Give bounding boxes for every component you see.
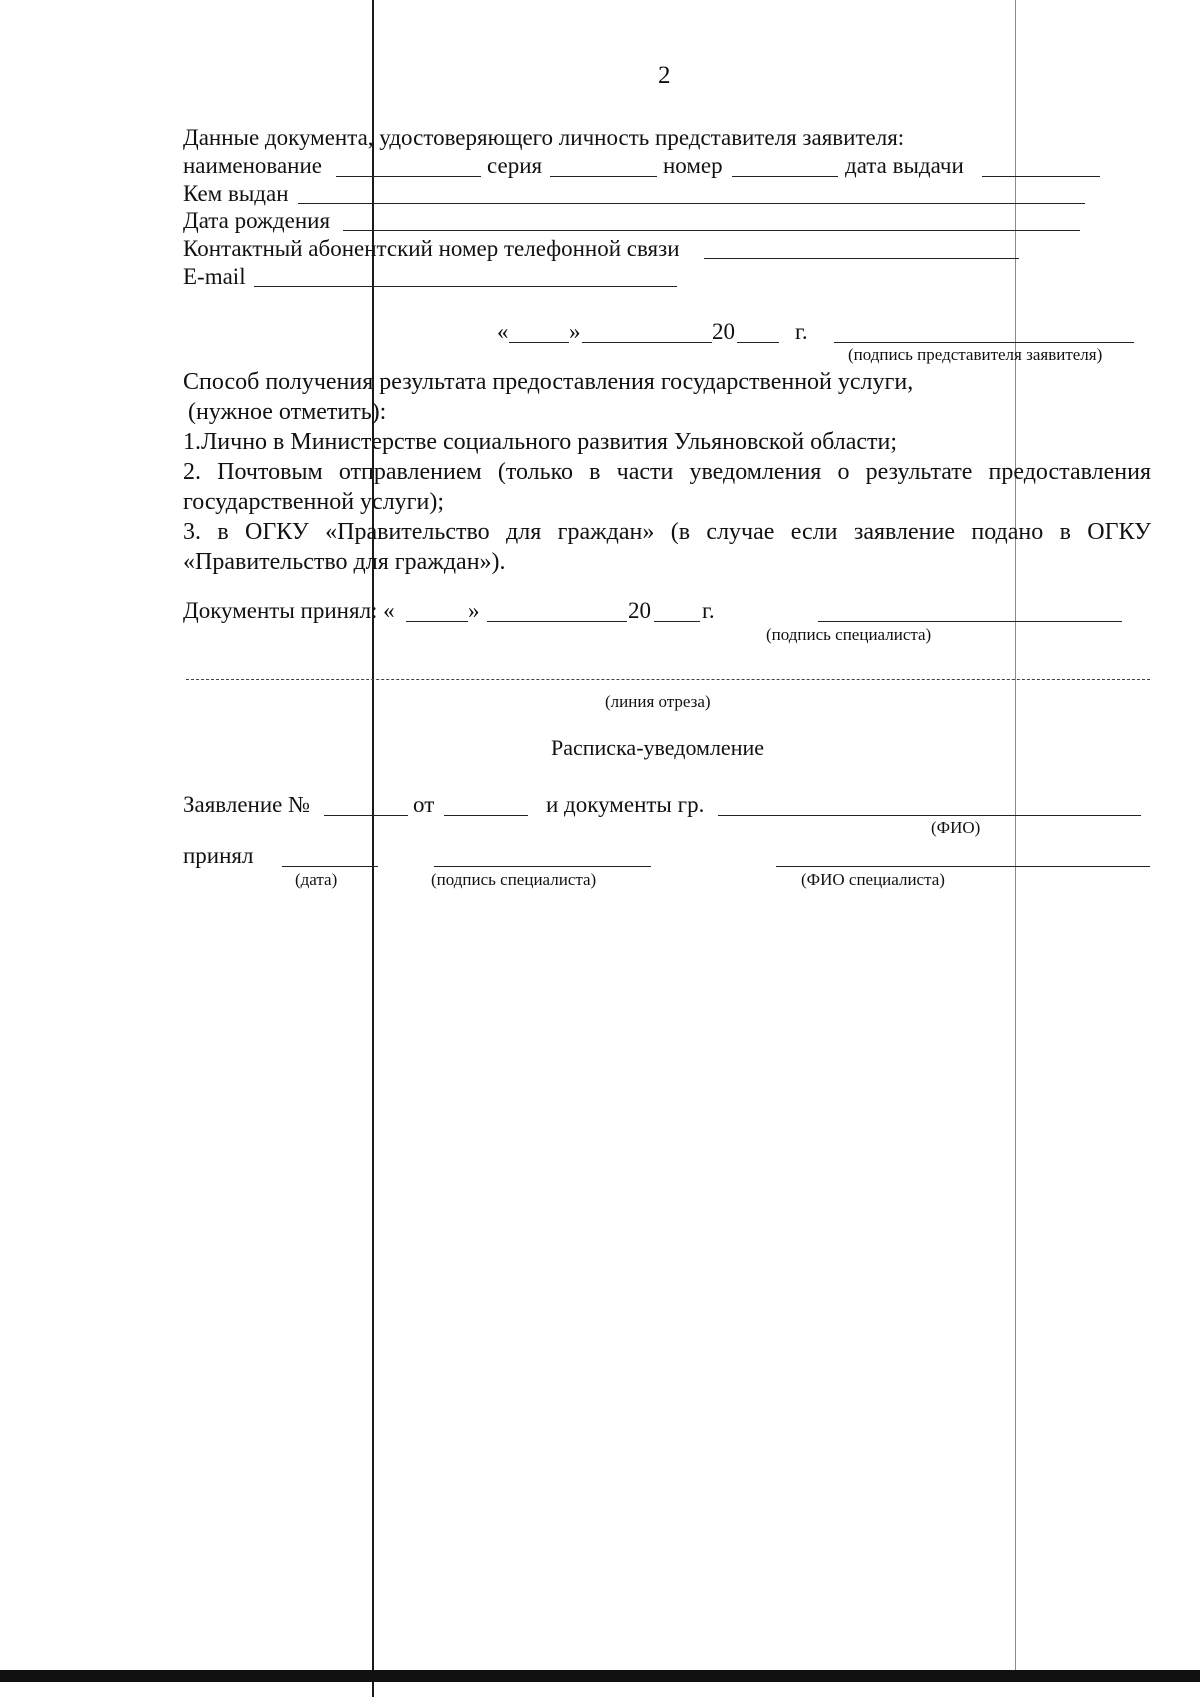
rep-date-year-field[interactable] [737, 342, 779, 343]
method-option-2-line-2: государственной услуги); [183, 489, 445, 515]
doc-issue-date-label: дата выдачи [845, 153, 964, 178]
specialist-fio-caption: (ФИО специалиста) [801, 870, 945, 889]
doc-name-field[interactable] [336, 176, 481, 177]
accepted-month-field[interactable] [487, 621, 627, 622]
rep-doc-heading: Данные документа, удостоверяющего личность представителя заявителя: [183, 125, 905, 150]
accepted-signature-field[interactable] [818, 621, 1122, 622]
rep-date-open-quote: « [497, 319, 509, 344]
phone-field[interactable] [704, 258, 1019, 259]
scan-artifact-vertical-line-right [1015, 0, 1016, 1680]
doc-series-field[interactable] [550, 176, 657, 177]
doc-number-label: номер [663, 153, 723, 178]
statement-number-label: Заявление № [183, 792, 311, 817]
email-label: E-mail [183, 264, 246, 289]
method-note: (нужное отметить): [188, 399, 387, 425]
scan-bottom-border [0, 1670, 1200, 1682]
birth-date-field[interactable] [343, 230, 1080, 231]
doc-series-label: серия [487, 153, 543, 178]
doc-name-label: наименование [183, 153, 322, 178]
accepted-signature-caption: (подпись специалиста) [766, 625, 932, 644]
statement-number-field[interactable] [324, 815, 408, 816]
rep-signature-field[interactable] [834, 342, 1134, 343]
rep-date-day-field[interactable] [509, 342, 569, 343]
rep-date-year-prefix: 20 [712, 319, 735, 344]
receipt-signature-field[interactable] [434, 866, 651, 867]
page-number: 2 [658, 62, 671, 89]
citizen-fio-caption: (ФИО) [931, 818, 981, 837]
statement-from-label: от [413, 792, 435, 817]
cut-line [186, 679, 1150, 680]
receipt-title: Расписка-уведомление [551, 735, 765, 760]
method-option-1: 1.Лично в Министерстве социального развития Ульяновской области; [183, 429, 898, 455]
method-option-3-line-2: «Правительство для граждан»). [183, 549, 506, 575]
accepted-day-field[interactable] [406, 621, 468, 622]
rep-signature-caption: (подпись представителя заявителя) [848, 345, 1103, 364]
accepted-year-field[interactable] [654, 621, 700, 622]
receipt-signature-caption: (подпись специалиста) [431, 870, 597, 889]
rep-date-month-field[interactable] [582, 342, 712, 343]
receipt-date-caption: (дата) [295, 870, 338, 889]
birth-date-label: Дата рождения [183, 208, 331, 233]
accepted-label: Документы принял: « [183, 598, 395, 623]
method-option-2-line-1: 2. Почтовым отправлением (только в части уведомления о результате предоставления [183, 459, 1151, 485]
doc-issue-date-field[interactable] [982, 176, 1100, 177]
specialist-fio-field[interactable] [776, 866, 1150, 867]
issued-by-field[interactable] [298, 203, 1085, 204]
doc-number-field[interactable] [732, 176, 838, 177]
documents-of-citizen-label: и документы гр. [546, 792, 705, 817]
accepted-close-quote: » [468, 598, 480, 623]
rep-date-year-suffix: г. [795, 319, 808, 344]
rep-date-close-quote: » [569, 319, 581, 344]
accepted-year-suffix: г. [702, 598, 715, 623]
statement-date-field[interactable] [444, 815, 528, 816]
issued-by-label: Кем выдан [183, 181, 289, 206]
method-option-3-line-1: 3. в ОГКУ «Правительство для граждан» (в случае если заявление подано в ОГКУ [183, 519, 1151, 545]
accepted-year-prefix: 20 [628, 598, 651, 623]
cut-line-caption: (линия отреза) [605, 692, 711, 711]
email-field[interactable] [254, 286, 677, 287]
phone-label: Контактный абонентский номер телефонной связи [183, 236, 680, 261]
accepted-by-label: принял [183, 843, 254, 868]
citizen-fio-field[interactable] [718, 815, 1141, 816]
receipt-date-field[interactable] [282, 866, 378, 867]
method-title: Способ получения результата предоставления государственной услуги, [183, 369, 914, 395]
